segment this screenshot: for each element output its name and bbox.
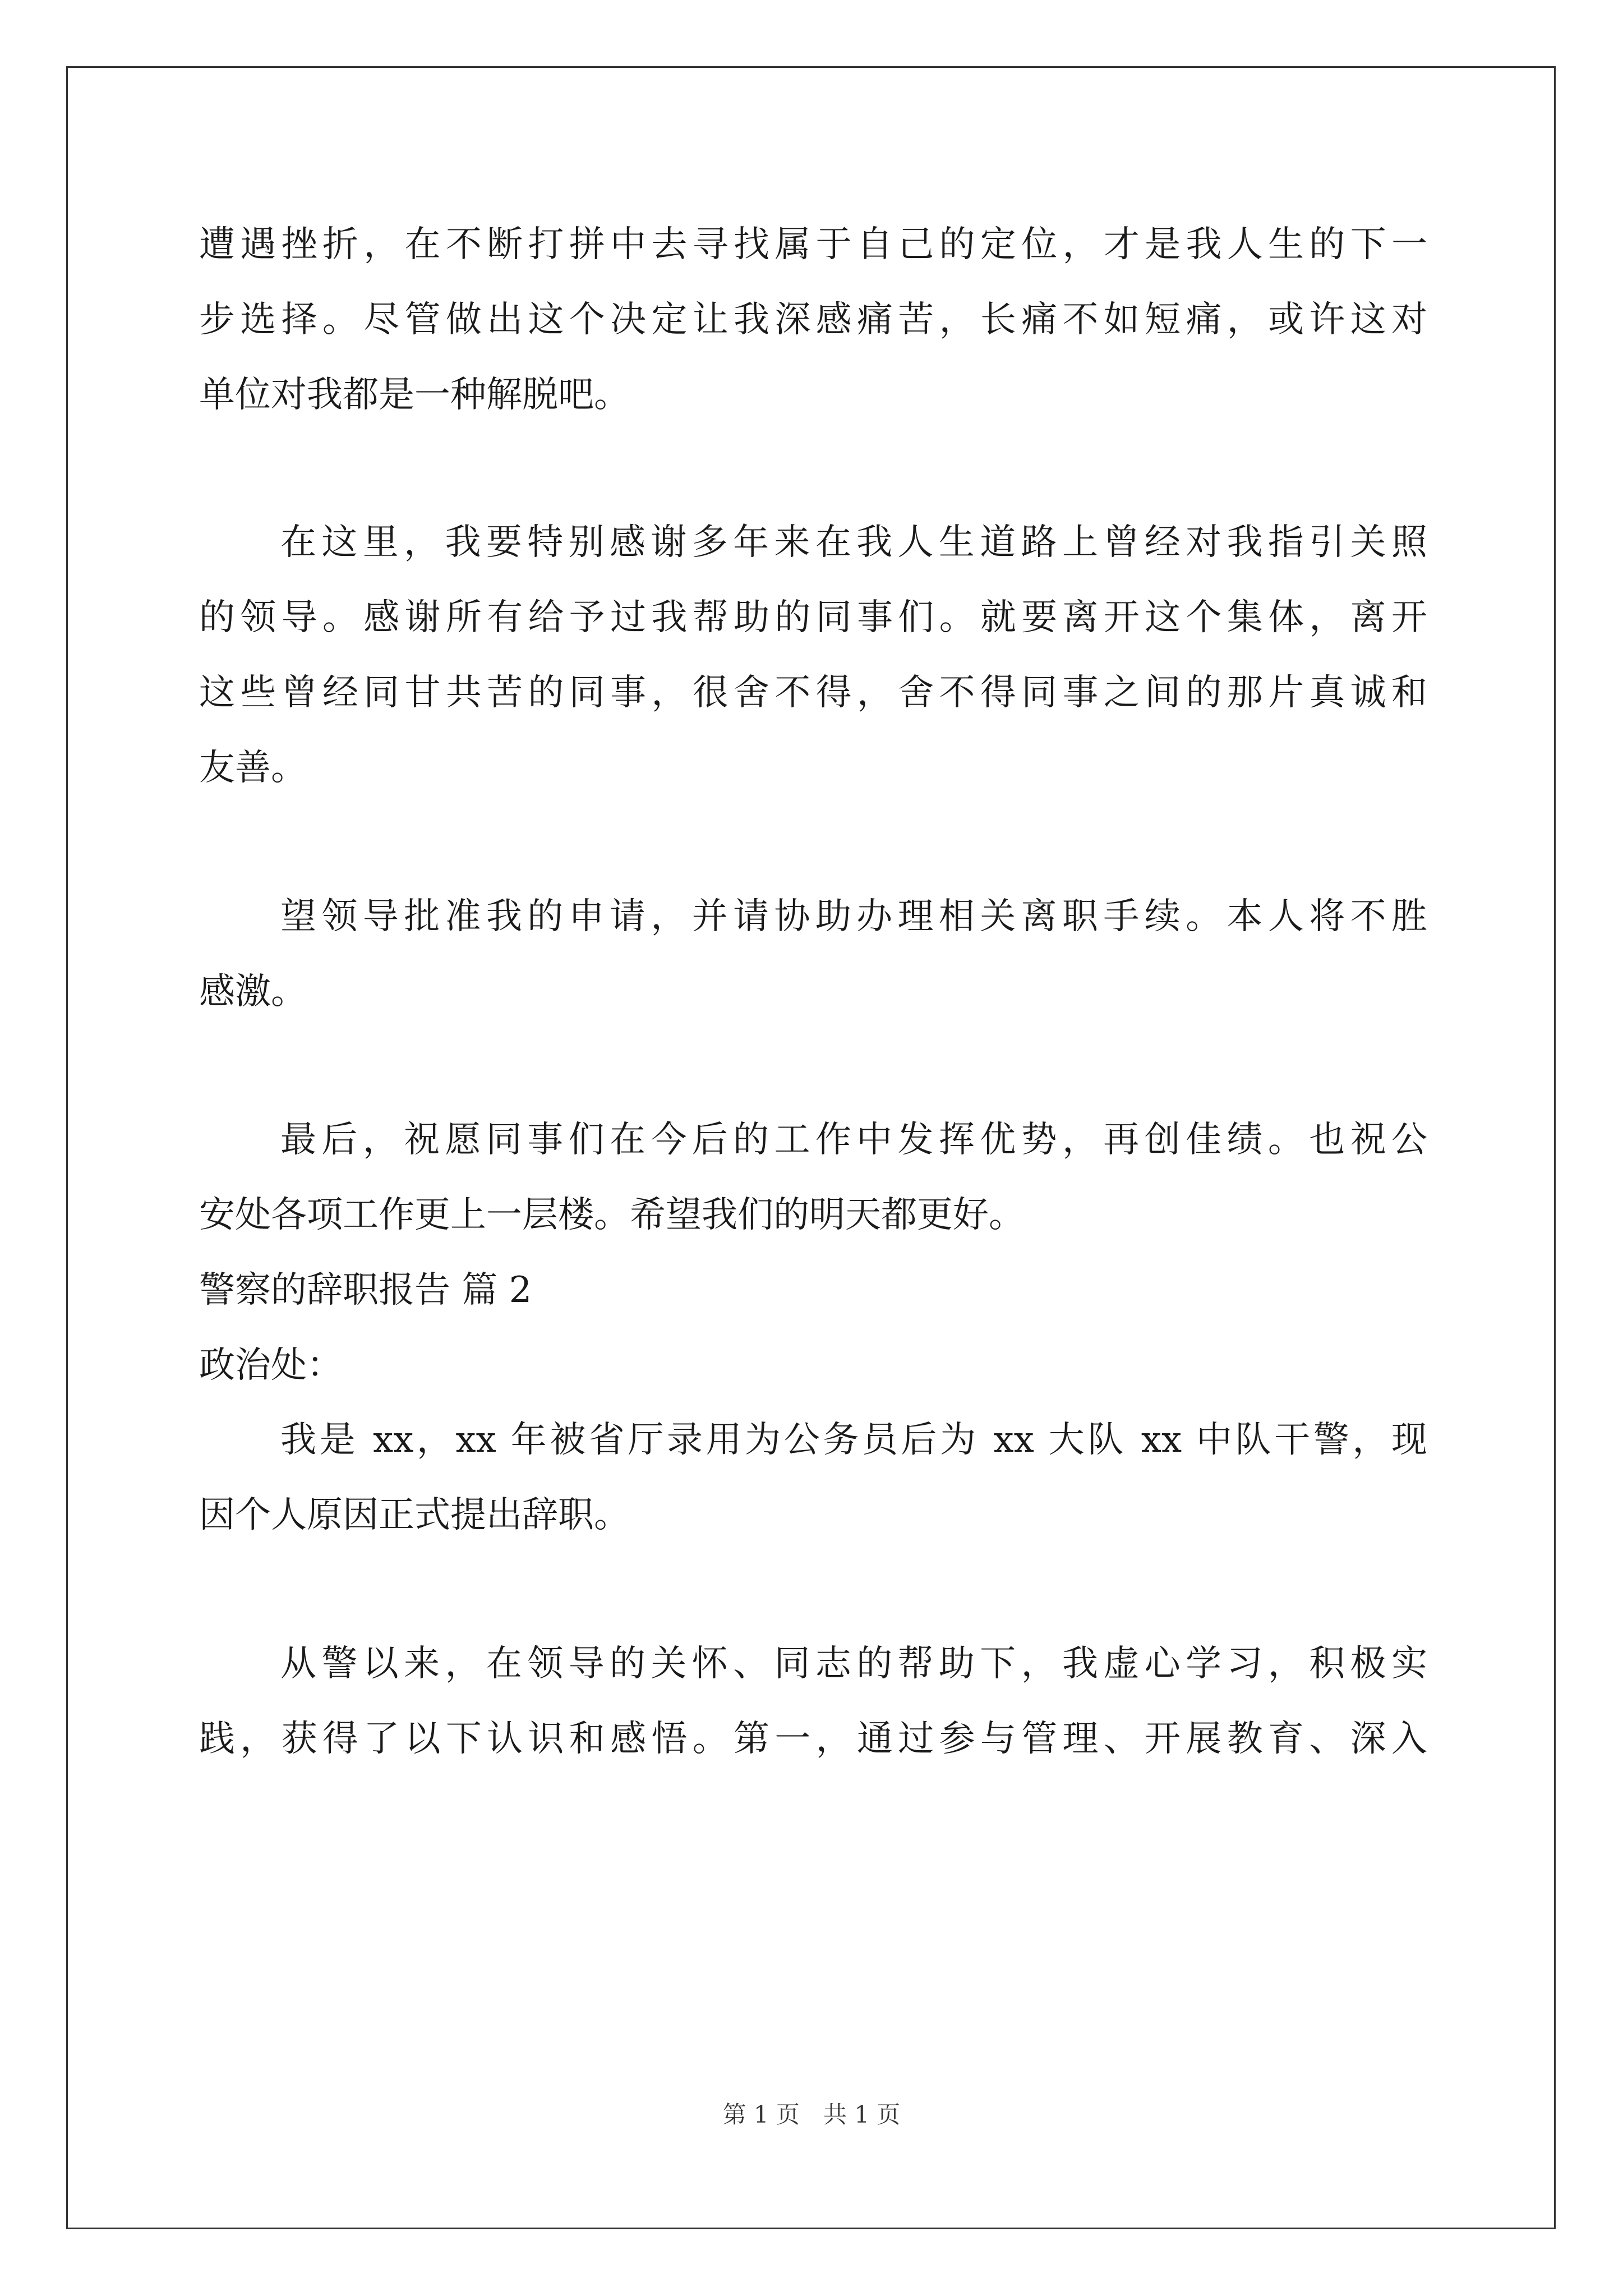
salutation: 政治处：: [199, 1345, 343, 1386]
text-line: 遭遇挫折，在不断打拼中去寻找属于自己的定位，才是我人生的下一: [199, 224, 1427, 265]
text-line: 友善。: [199, 747, 307, 789]
text-line: 因个人原因正式提出辞职。: [199, 1494, 630, 1536]
text-line: 的领导。感谢所有给予过我帮助的同事们。就要离开这个集体，离开: [199, 597, 1427, 638]
page-number: 第 1 页 共 1 页: [722, 2101, 901, 2128]
text-line: 单位对我都是一种解脱吧。: [199, 374, 630, 416]
text-line: 步选择。尽管做出这个决定让我深感痛苦，长痛不如短痛，或许这对: [199, 299, 1427, 341]
text-line: 望领导批准我的申请，并请协助办理相关离职手续。本人将不胜: [280, 896, 1427, 937]
text-line: 安处各项工作更上一层楼。希望我们的明天都更好。: [199, 1194, 1025, 1236]
text-line: 践，获得了以下认识和感悟。第一，通过参与管理、开展教育、深入: [199, 1718, 1427, 1760]
text-line: 最后，祝愿同事们在今后的工作中发挥优势，再创佳绩。也祝公: [280, 1119, 1427, 1161]
text-line: 感激。: [199, 971, 307, 1013]
section-heading: 警察的辞职报告 篇 2: [199, 1269, 532, 1311]
text-line: 我是 xx，xx 年被省厅录用为公务员后为 xx 大队 xx 中队干警，现: [280, 1419, 1427, 1461]
text-line: 这些曾经同甘共苦的同事，很舍不得，舍不得同事之间的那片真诚和: [199, 672, 1427, 714]
text-line: 在这里，我要特别感谢多年来在我人生道路上曾经对我指引关照: [280, 522, 1427, 563]
text-line: 从警以来，在领导的关怀、同志的帮助下，我虚心学习，积极实: [280, 1643, 1427, 1685]
